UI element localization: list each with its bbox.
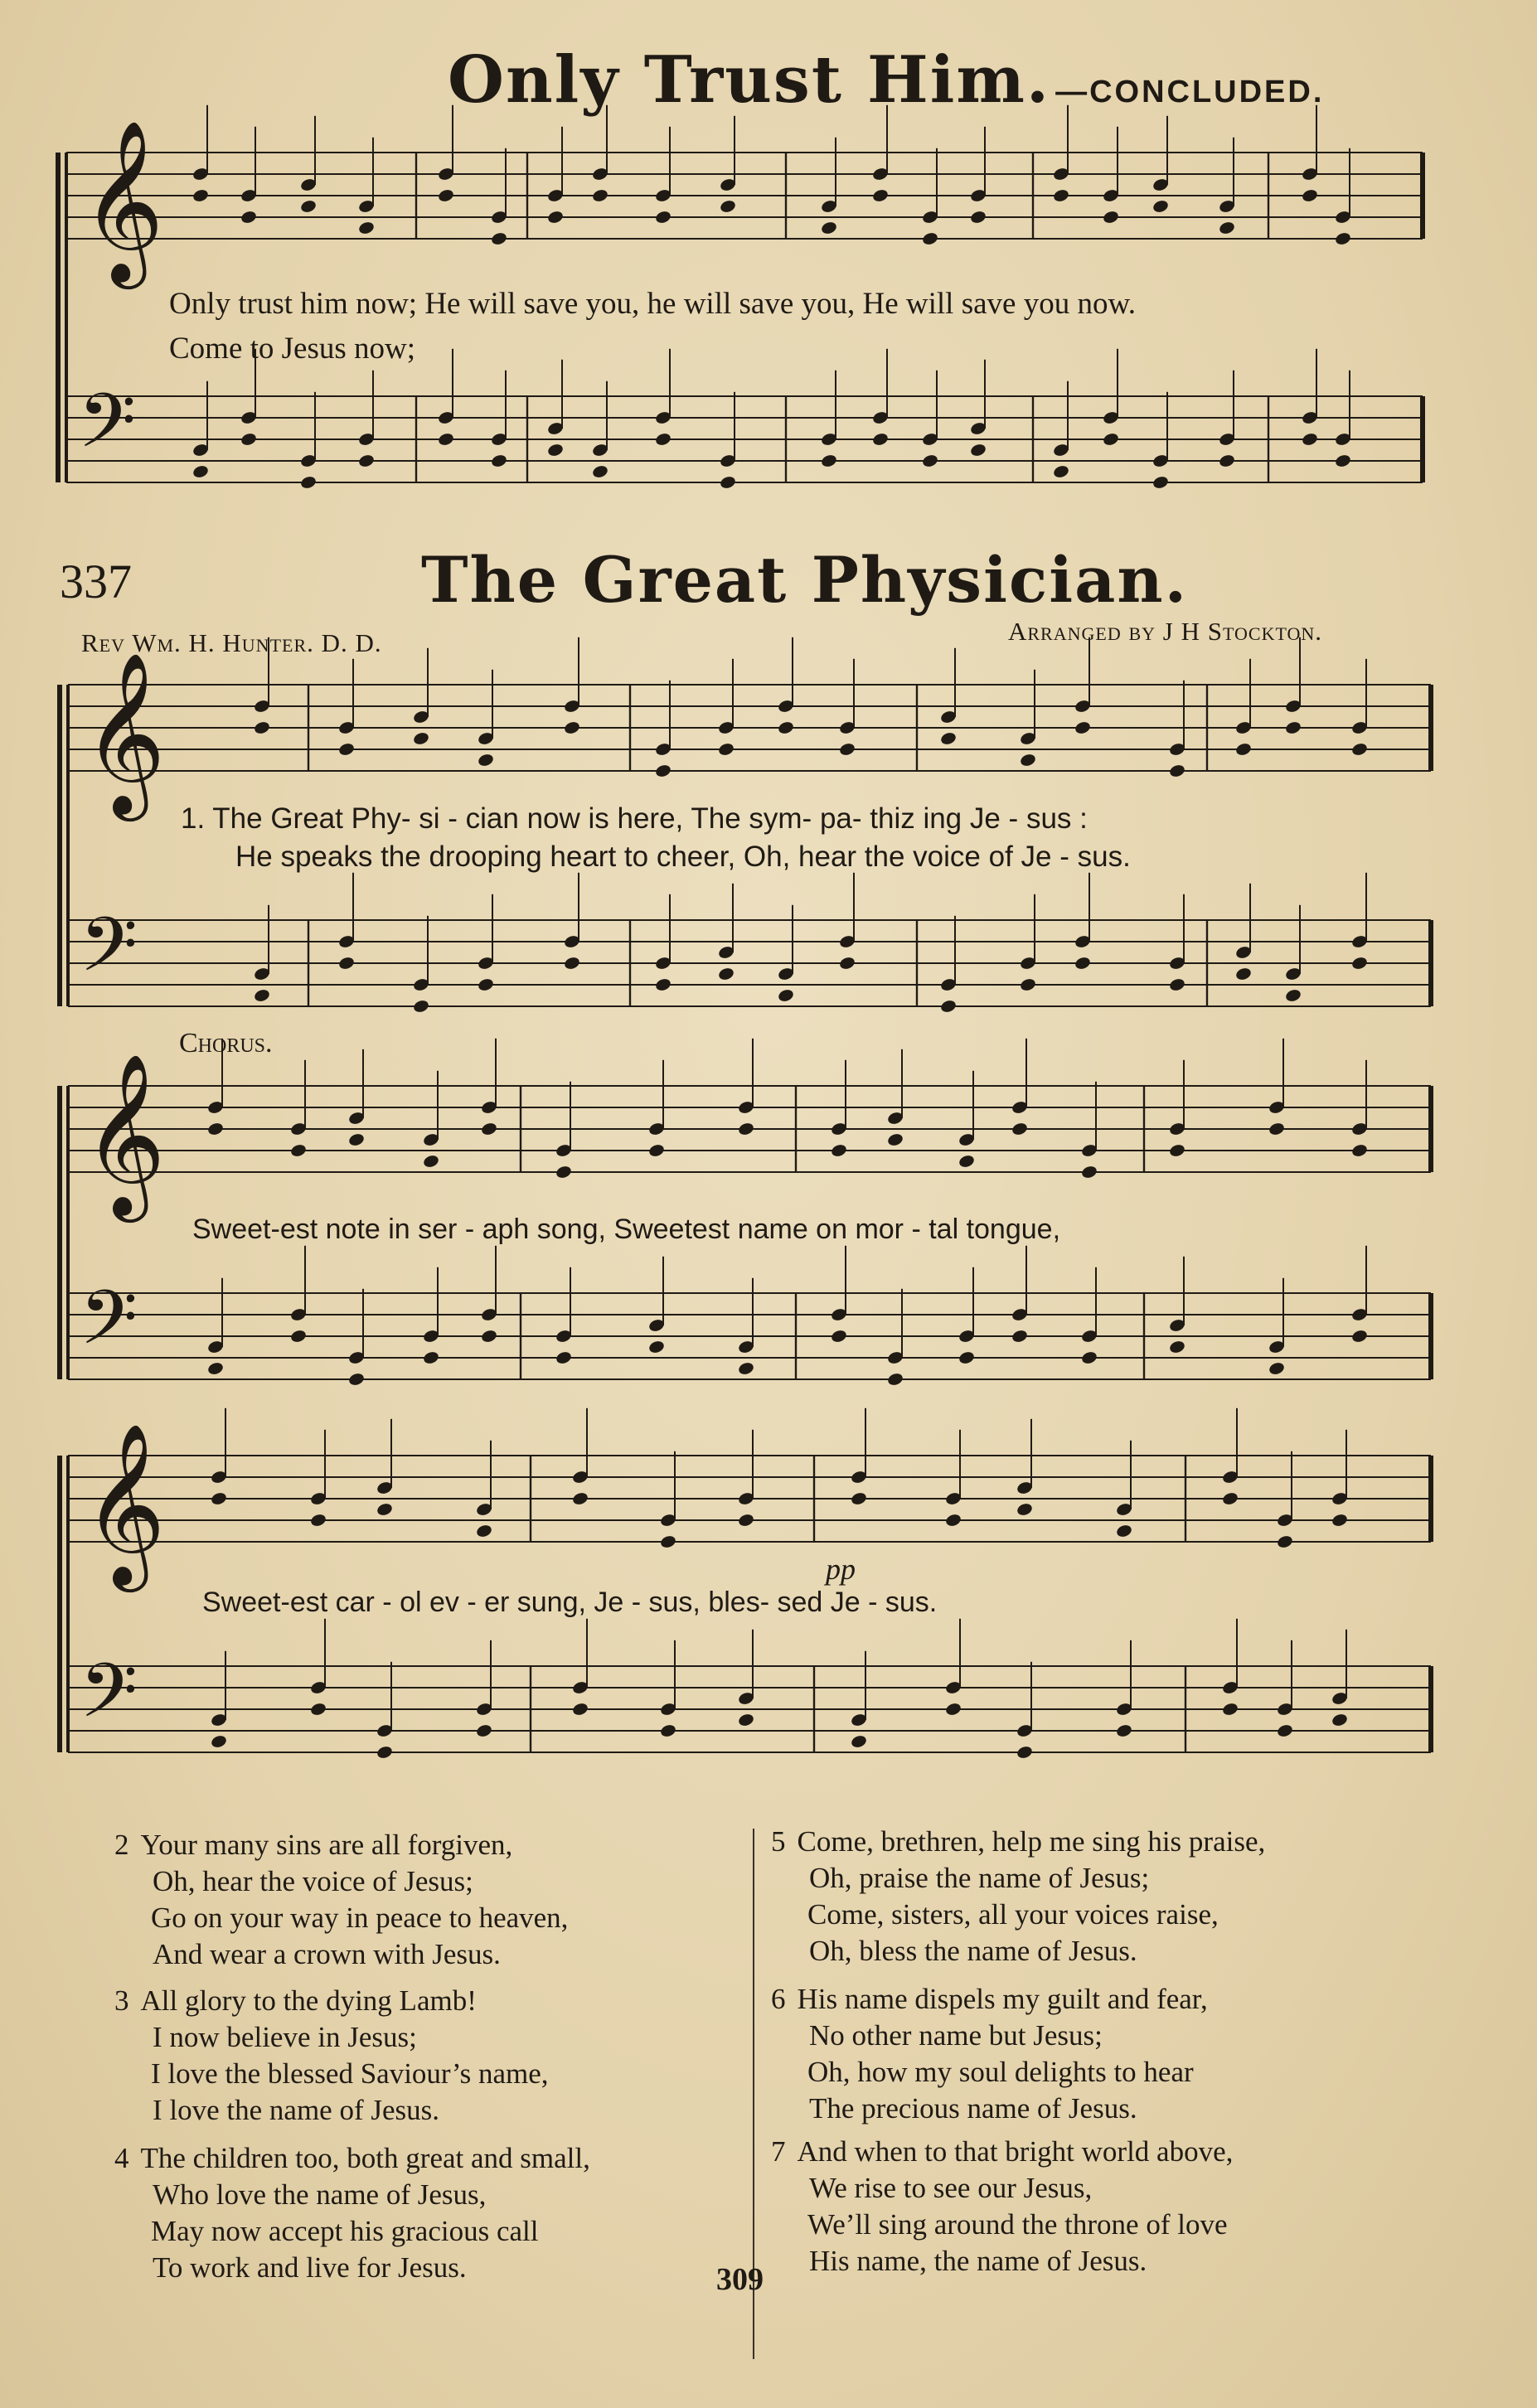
system-chorus-2-treble-note <box>1221 1491 1239 1506</box>
system-top-treble-note <box>1301 188 1318 203</box>
system-verse-treble-note <box>1284 720 1302 735</box>
system-chorus-1-treble-note <box>958 1154 975 1169</box>
system-chorus-2-bass-note <box>1331 1713 1348 1727</box>
system-chorus-2-bass-note <box>1016 1745 1033 1760</box>
system-chorus-1-bass-note <box>886 1372 904 1387</box>
system-chorus-2-bass-note <box>1276 1723 1293 1738</box>
system-top-treble-note <box>490 231 507 246</box>
system-top-treble-clef-icon: 𝄞 <box>81 119 164 282</box>
verse-6: 6 His name dispels my guilt and fear, No other name but Jesus; Oh, how my soul delights to hear The precious name of Jesus. <box>771 1983 1208 2125</box>
system-top-treble-note <box>1334 231 1351 246</box>
system-verse-bass-note <box>1019 977 1036 992</box>
system-top-bass-note <box>357 453 375 468</box>
system-top-treble-note <box>357 220 375 235</box>
system-top-bass-note <box>969 443 987 458</box>
system-chorus-2-bass-note <box>850 1734 867 1749</box>
hymn-author: Rev Wm. H. Hunter. D. D. <box>81 628 382 657</box>
system-verse-bass-note <box>337 956 355 971</box>
system-chorus-1-treble-clef-icon: 𝄞 <box>83 1052 166 1215</box>
system-top-bass-note <box>192 464 209 479</box>
system-verse-treble-note <box>1350 742 1368 757</box>
system-verse-bass-note <box>1350 956 1368 971</box>
system-chorus-1-bass-note <box>958 1350 975 1365</box>
system-chorus-1-treble-note <box>737 1122 754 1136</box>
system-verse-treble-note <box>1074 720 1091 735</box>
system-chorus-2-treble-note <box>850 1491 867 1506</box>
system-chorus-2-bass-note <box>309 1702 327 1717</box>
system-verse-treble-note <box>1168 763 1185 778</box>
system-chorus-2-treble-note <box>737 1513 754 1528</box>
system-top-treble-note <box>969 210 987 225</box>
system-top-bass-note <box>299 475 317 490</box>
system-verse-treble-note <box>838 742 856 757</box>
system-verse-bass-note <box>717 967 735 981</box>
verse-7: 7 And when to that bright world above, We rise to see our Jesus, We’ll sing around the throne of love His name, the name of Jesus. <box>771 2135 1234 2277</box>
system-top-bass-note <box>1152 475 1169 490</box>
verse-2-number: 2 <box>114 1829 129 1861</box>
system-chorus-2-treble-note <box>1016 1502 1033 1517</box>
system-verse-bass-note <box>654 977 672 992</box>
system-chorus-1-treble-note <box>1011 1122 1028 1136</box>
system-verse-treble-note <box>1019 753 1036 768</box>
system-chorus-2-bass-note <box>210 1734 227 1749</box>
verse-7-number: 7 <box>771 2135 786 2168</box>
page-number: 309 <box>716 2262 764 2297</box>
system-verse-treble-note <box>1234 742 1252 757</box>
top-lyric-line-2: Come to Jesus now; <box>169 332 416 366</box>
system-chorus-2-bass-note <box>1115 1723 1132 1738</box>
system-top-bass-note <box>1052 464 1069 479</box>
system-chorus-1-treble-note <box>886 1132 904 1147</box>
verse-2: 2 Your many sins are all forgiven, Oh, hear the voice of Jesus; Go on your way in peace to heaven, And wear a crown with Jesus. <box>114 1829 569 1970</box>
system-verse-bass-note <box>1168 977 1185 992</box>
verse-3-number: 3 <box>114 1984 129 2017</box>
system-top-bass-clef-icon: 𝄢 <box>78 377 137 482</box>
system-top-treble-note <box>1052 188 1069 203</box>
verse-5: 5 Come, brethren, help me sing his praise, Oh, praise the name of Jesus; Come, sisters, all your voices raise, Oh, bless the name of Jesus. <box>771 1825 1266 1967</box>
system-top-bass-note <box>546 443 564 458</box>
system-chorus-1-bass-note <box>1168 1340 1185 1354</box>
system-top-bass-note <box>921 453 938 468</box>
dynamic-marking: pp <box>826 1553 856 1586</box>
system-chorus-1-treble-note <box>647 1143 665 1158</box>
system-top-treble-note <box>192 188 209 203</box>
system-chorus-2-bass-note <box>571 1702 589 1717</box>
system-chorus-1-treble-note <box>555 1165 572 1180</box>
verse-5-number: 5 <box>771 1825 786 1858</box>
system-top-treble-note <box>654 210 672 225</box>
system-chorus-1-bass-note <box>555 1350 572 1365</box>
system-chorus-1-treble-note <box>1350 1143 1368 1158</box>
system-chorus-1-bass-note <box>422 1350 439 1365</box>
system-chorus-1-bass-note <box>1080 1350 1098 1365</box>
system-top-treble-note <box>871 188 889 203</box>
verse-6-number: 6 <box>771 1983 786 2015</box>
system-top-bass-note <box>871 432 889 447</box>
system-chorus-1-bass-note <box>737 1361 754 1376</box>
system-chorus-2-bass-note <box>737 1713 754 1727</box>
verse-4: 4 The children too, both great and small, Who love the name of Jesus, May now accept his gracious call To work and live for Jesus. <box>114 2142 590 2284</box>
verse-4-number: 4 <box>114 2142 129 2174</box>
system-chorus-1-bass-note <box>347 1372 365 1387</box>
system-chorus-2-treble-note <box>571 1491 589 1506</box>
system-verse-bass-note <box>412 999 429 1014</box>
system-chorus-1-bass-note <box>206 1361 224 1376</box>
system-chorus-1-treble-note <box>1268 1122 1285 1136</box>
verse-3: 3 All glory to the dying Lamb! I now believe in Jesus; I love the blessed Saviour’s name, I love the name of Jesus. <box>114 1984 549 2126</box>
system-verse-treble-note <box>477 753 494 768</box>
system-chorus-1-bass-note <box>1011 1329 1028 1344</box>
system-chorus-2-bass-note <box>475 1723 492 1738</box>
system-verse-treble-note <box>777 720 794 735</box>
system-chorus-2-treble-note <box>475 1524 492 1538</box>
system-chorus-2-bass-note <box>1221 1702 1239 1717</box>
system-verse-treble-note <box>563 720 580 735</box>
system-verse-treble-note <box>939 731 957 746</box>
system-top-bass-note <box>591 464 608 479</box>
verse1-line-2: He speaks the drooping heart to cheer, Oh, hear the voice of Je - sus. <box>235 841 1131 873</box>
system-chorus-2-treble-note <box>1276 1534 1293 1549</box>
system-verse-treble-note <box>654 763 672 778</box>
hymn-number: 337 <box>60 555 132 608</box>
system-verse-bass-clef-icon: 𝄢 <box>80 901 138 1006</box>
verse1-line-1: 1. The Great Phy- si - cian now is here, The sym- pa- thiz ing Je - sus : <box>181 802 1088 835</box>
system-top-bass-note <box>719 475 736 490</box>
system-chorus-1-treble-note <box>422 1154 439 1169</box>
system-chorus-1-treble-note <box>1168 1143 1185 1158</box>
system-chorus-1-treble-note <box>289 1143 307 1158</box>
system-top-treble-note <box>591 188 608 203</box>
system-chorus-2-treble-note <box>1115 1524 1132 1538</box>
system-verse-bass-note <box>563 956 580 971</box>
system-chorus-1-bass-note <box>480 1329 497 1344</box>
system-top-treble-note <box>437 188 454 203</box>
system-top-bass-note <box>654 432 672 447</box>
top-title-main: Only Trust Him. <box>448 42 1051 118</box>
system-top-treble-note <box>1218 220 1235 235</box>
chorus-line-1: Sweet-est note in ser - aph song, Sweetest name on mor - tal tongue, <box>192 1214 1061 1245</box>
system-top-treble-note <box>719 199 736 214</box>
system-verse-bass-note <box>838 956 856 971</box>
chorus-label: Chorus. <box>179 1028 273 1059</box>
system-chorus-2-treble-note <box>309 1513 327 1528</box>
system-chorus-2-treble-note <box>944 1513 962 1528</box>
system-verse-bass-note <box>777 988 794 1003</box>
hymn-arranger: Arranged by J H Stockton. <box>1008 617 1323 646</box>
system-chorus-2-bass-clef-icon: 𝄢 <box>80 1647 138 1752</box>
top-title-suffix: —CONCLUDED. <box>1055 75 1325 109</box>
system-chorus-1-bass-note <box>1268 1361 1285 1376</box>
top-lyric-line-1: Only trust him now; He will save you, he will save you, He will save you now. <box>169 287 1137 321</box>
system-chorus-2-bass-note <box>376 1745 393 1760</box>
system-top-bass-note <box>437 432 454 447</box>
system-chorus-2-treble-clef-icon: 𝄞 <box>83 1422 166 1585</box>
system-top-bass-note <box>240 432 257 447</box>
system-chorus-1-treble-note <box>830 1143 847 1158</box>
system-verse-treble-clef-icon: 𝄞 <box>83 651 166 814</box>
system-top-treble-note <box>820 220 837 235</box>
system-verse-bass-note <box>1074 956 1091 971</box>
system-chorus-2-treble-note <box>376 1502 393 1517</box>
system-verse-bass-note <box>253 988 270 1003</box>
system-verse-treble-note <box>717 742 735 757</box>
system-chorus-2-bass-note <box>659 1723 676 1738</box>
system-verse-bass-note <box>1234 967 1252 981</box>
hymn-title: The Great Physician. <box>421 543 1189 617</box>
system-top-treble-note <box>1152 199 1169 214</box>
system-chorus-1-treble-note <box>480 1122 497 1136</box>
system-top-treble-note <box>299 199 317 214</box>
system-verse-bass-note <box>939 999 957 1014</box>
system-verse-bass-note <box>1284 988 1302 1003</box>
system-top-bass-note <box>1301 432 1318 447</box>
system-chorus-2-treble-note <box>1331 1513 1348 1528</box>
system-verse-treble-note <box>412 731 429 746</box>
system-chorus-1-treble-note <box>1080 1165 1098 1180</box>
system-top-treble-note <box>1102 210 1119 225</box>
system-verse-treble-note <box>253 720 270 735</box>
chorus-line-2: Sweet-est car - ol ev - er sung, Je - sus, bles- sed Je - sus. <box>202 1587 938 1618</box>
system-verse-bass-note <box>477 977 494 992</box>
system-top-treble-note <box>546 210 564 225</box>
system-top-bass-note <box>1102 432 1119 447</box>
system-chorus-2-treble-note <box>659 1534 676 1549</box>
system-chorus-1-bass-clef-icon: 𝄢 <box>80 1274 138 1379</box>
system-chorus-2-treble-note <box>210 1491 227 1506</box>
system-chorus-1-bass-note <box>289 1329 307 1344</box>
system-verse-treble-note <box>337 742 355 757</box>
system-chorus-1-treble-note <box>347 1132 365 1147</box>
system-top-treble-note <box>921 231 938 246</box>
system-top-bass-note <box>1218 453 1235 468</box>
system-top-bass-note <box>1334 453 1351 468</box>
system-top-treble-note <box>240 210 257 225</box>
system-chorus-1-bass-note <box>830 1329 847 1344</box>
system-chorus-1-bass-note <box>647 1340 665 1354</box>
system-chorus-1-bass-note <box>1350 1329 1368 1344</box>
system-chorus-1-treble-note <box>206 1122 224 1136</box>
system-chorus-2-bass-note <box>944 1702 962 1717</box>
system-top-bass-note <box>490 453 507 468</box>
system-top-bass-note <box>820 453 837 468</box>
